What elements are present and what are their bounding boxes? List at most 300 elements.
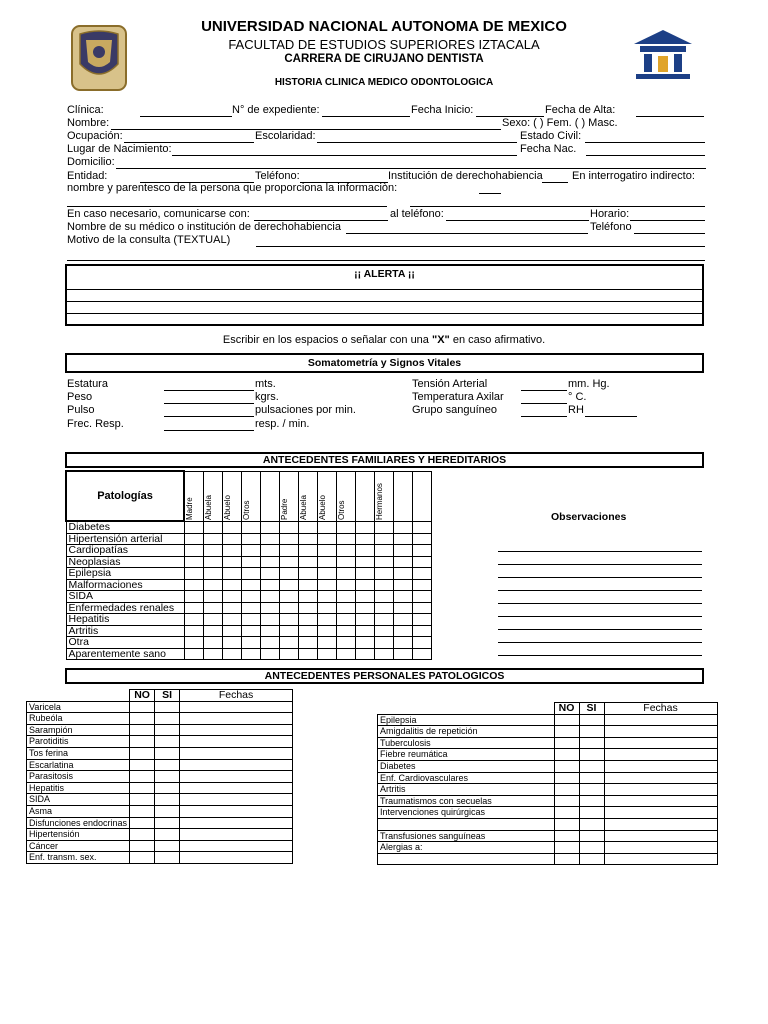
familiares-check-cell[interactable] (337, 568, 356, 580)
familiares-check-cell[interactable] (413, 625, 432, 637)
familiares-check-cell[interactable] (242, 637, 261, 649)
fechas-cell[interactable] (604, 726, 717, 738)
fechas-cell[interactable] (180, 840, 293, 852)
familiares-check-cell[interactable] (223, 614, 242, 626)
fechas-cell[interactable] (180, 817, 293, 829)
clinica-field[interactable] (140, 116, 232, 117)
si-check-cell[interactable] (155, 701, 180, 713)
familiares-check-cell[interactable] (280, 533, 299, 545)
familiares-check-cell[interactable] (337, 648, 356, 660)
fechas-cell[interactable] (180, 759, 293, 771)
familiares-check-cell[interactable] (261, 533, 280, 545)
familiares-check-cell[interactable] (356, 625, 375, 637)
no-check-cell[interactable] (554, 737, 579, 749)
familiares-check-cell[interactable] (318, 648, 337, 660)
familiares-check-cell[interactable] (318, 602, 337, 614)
familiares-check-cell[interactable] (299, 556, 318, 568)
familiares-check-cell[interactable] (356, 648, 375, 660)
familiares-check-cell[interactable] (184, 614, 204, 626)
familiares-check-cell[interactable] (394, 625, 413, 637)
estado-civil-label: Estado Civil: (520, 130, 582, 142)
familiares-check-cell[interactable] (261, 648, 280, 660)
familiares-check-cell[interactable] (356, 614, 375, 626)
telefono2-field[interactable] (634, 233, 705, 234)
familiares-check-cell[interactable] (318, 521, 337, 533)
expediente-field[interactable] (322, 116, 410, 117)
familiares-check-cell[interactable] (223, 533, 242, 545)
familiares-check-cell[interactable] (318, 568, 337, 580)
familiares-check-cell[interactable] (280, 591, 299, 603)
observaciones-line[interactable] (498, 616, 702, 617)
familiares-check-cell[interactable] (337, 579, 356, 591)
familiares-check-cell[interactable] (223, 637, 242, 649)
familiares-check-cell[interactable] (299, 625, 318, 637)
familiares-check-cell[interactable] (204, 556, 223, 568)
familiares-check-cell[interactable] (318, 533, 337, 545)
familiares-check-cell[interactable] (204, 648, 223, 660)
estatura-label: Estatura (67, 378, 108, 390)
si-check-cell[interactable] (155, 736, 180, 748)
personales-row-label: Diabetes (378, 760, 555, 772)
familiares-check-cell[interactable] (184, 568, 204, 580)
fechas-cell[interactable] (604, 830, 717, 842)
familiares-check-cell[interactable] (375, 648, 394, 660)
familiares-check-cell[interactable] (204, 568, 223, 580)
alerta-box (65, 264, 704, 326)
si-check-cell[interactable] (579, 853, 604, 865)
personales-row-label: Escarlatina (27, 759, 130, 771)
peso-field[interactable] (164, 403, 254, 404)
familiares-check-cell[interactable] (184, 625, 204, 637)
familiares-check-cell[interactable] (299, 533, 318, 545)
no-check-cell[interactable] (554, 784, 579, 796)
observaciones-line[interactable] (498, 551, 702, 552)
no-check-cell[interactable] (554, 714, 579, 726)
familiares-check-cell[interactable] (413, 545, 432, 557)
familiares-check-cell[interactable] (223, 568, 242, 580)
familiares-check-cell[interactable] (261, 579, 280, 591)
familiares-check-cell[interactable] (299, 521, 318, 533)
familiares-check-cell[interactable] (261, 545, 280, 557)
fecha-nac-field[interactable] (586, 155, 705, 156)
personales-row (378, 749, 718, 761)
familiares-check-cell[interactable] (413, 521, 432, 533)
familiares-check-cell[interactable] (318, 545, 337, 557)
alerta-line-3[interactable] (67, 313, 702, 314)
si-check-cell[interactable] (579, 749, 604, 761)
no-check-cell[interactable] (130, 782, 155, 794)
familiares-check-cell[interactable] (394, 545, 413, 557)
familiares-check-cell[interactable] (337, 625, 356, 637)
familiares-check-cell[interactable] (242, 533, 261, 545)
observaciones-line[interactable] (498, 642, 702, 643)
familiares-check-cell[interactable] (280, 521, 299, 533)
fecha-alta-field[interactable] (636, 116, 704, 117)
fechas-cell[interactable] (180, 724, 293, 736)
familiares-check-cell[interactable] (356, 521, 375, 533)
familiares-check-cell[interactable] (242, 625, 261, 637)
familiares-check-cell[interactable] (413, 568, 432, 580)
familiares-check-cell[interactable] (299, 545, 318, 557)
familiares-check-cell[interactable] (318, 614, 337, 626)
no-check-cell[interactable] (554, 795, 579, 807)
familiares-check-cell[interactable] (318, 625, 337, 637)
familiares-check-cell[interactable] (337, 591, 356, 603)
no-check-cell[interactable] (130, 805, 155, 817)
familiares-check-cell[interactable] (413, 533, 432, 545)
fechas-cell[interactable] (180, 747, 293, 759)
familiares-check-cell[interactable] (223, 602, 242, 614)
familiares-check-cell[interactable] (299, 637, 318, 649)
fechas-cell[interactable] (604, 818, 717, 830)
personales-row (378, 842, 718, 854)
familiares-check-cell[interactable] (280, 568, 299, 580)
familiares-check-cell[interactable] (280, 556, 299, 568)
no-check-cell[interactable] (130, 747, 155, 759)
si-check-cell[interactable] (155, 794, 180, 806)
familiares-check-cell[interactable] (280, 637, 299, 649)
familiares-check-cell[interactable] (375, 545, 394, 557)
familiares-check-cell[interactable] (223, 591, 242, 603)
no-check-cell[interactable] (554, 760, 579, 772)
estatura-field[interactable] (164, 390, 254, 391)
familiares-check-cell[interactable] (318, 579, 337, 591)
si-check-cell[interactable] (579, 784, 604, 796)
familiares-check-cell[interactable] (375, 614, 394, 626)
si-check-cell[interactable] (579, 772, 604, 784)
familiares-check-cell[interactable] (242, 614, 261, 626)
familiares-check-cell[interactable] (356, 556, 375, 568)
si-check-cell[interactable] (155, 747, 180, 759)
fechas-cell[interactable] (180, 701, 293, 713)
familiares-check-cell[interactable] (394, 614, 413, 626)
no-check-cell[interactable] (554, 842, 579, 854)
familiares-check-cell[interactable] (204, 579, 223, 591)
familiares-check-cell[interactable] (223, 625, 242, 637)
no-check-cell[interactable] (130, 759, 155, 771)
no-check-cell[interactable] (554, 749, 579, 761)
si-check-cell[interactable] (155, 805, 180, 817)
familiares-check-cell[interactable] (299, 591, 318, 603)
familiares-check-cell[interactable] (375, 533, 394, 545)
familiares-check-cell[interactable] (204, 533, 223, 545)
no-check-cell[interactable] (130, 736, 155, 748)
familiares-check-cell[interactable] (318, 637, 337, 649)
fechas-cell[interactable] (604, 853, 717, 865)
personales-row-label: SIDA (27, 794, 130, 806)
familiares-check-cell[interactable] (394, 533, 413, 545)
familiares-check-cell[interactable] (242, 568, 261, 580)
familiares-check-cell[interactable] (280, 625, 299, 637)
si-check-cell[interactable] (155, 829, 180, 841)
familiares-check-cell[interactable] (204, 614, 223, 626)
no-header: NO (554, 703, 579, 715)
familiares-check-cell[interactable] (299, 602, 318, 614)
temp-field[interactable] (521, 403, 567, 404)
fechas-cell[interactable] (604, 760, 717, 772)
lugar-nac-field[interactable] (172, 155, 517, 156)
familiares-check-cell[interactable] (375, 591, 394, 603)
familiares-check-cell[interactable] (394, 648, 413, 660)
familiares-check-cell[interactable] (184, 602, 204, 614)
familiares-check-cell[interactable] (204, 637, 223, 649)
estado-civil-field[interactable] (585, 142, 705, 143)
domicilio-field[interactable] (116, 168, 706, 169)
familiares-check-cell[interactable] (413, 591, 432, 603)
familiares-check-cell[interactable] (223, 556, 242, 568)
familiares-check-cell[interactable] (394, 521, 413, 533)
fechas-cell[interactable] (180, 852, 293, 864)
no-check-cell[interactable] (130, 771, 155, 783)
telefono2-label: Teléfono (590, 221, 632, 233)
si-check-cell[interactable] (155, 817, 180, 829)
familiares-row (66, 556, 432, 568)
familiares-check-cell[interactable] (261, 625, 280, 637)
familiares-check-cell[interactable] (299, 579, 318, 591)
si-check-cell[interactable] (579, 818, 604, 830)
familiares-check-cell[interactable] (337, 614, 356, 626)
familiares-check-cell[interactable] (299, 648, 318, 660)
fechas-cell[interactable] (604, 737, 717, 749)
familiares-check-cell[interactable] (223, 579, 242, 591)
temp-label: Temperatura Axilar (412, 391, 504, 403)
familiares-check-cell[interactable] (280, 614, 299, 626)
escolaridad-field[interactable] (317, 142, 517, 143)
familiares-row (66, 614, 432, 626)
familiares-check-cell[interactable] (184, 533, 204, 545)
parentesco-label: nombre y parentesco de la persona que proporciona la informaciòn: (67, 182, 398, 194)
fechas-cell[interactable] (604, 807, 717, 819)
familiares-check-cell[interactable] (375, 637, 394, 649)
familiares-check-cell[interactable] (337, 556, 356, 568)
observaciones-line[interactable] (498, 564, 702, 565)
fechas-cell[interactable] (180, 782, 293, 794)
familiares-check-cell[interactable] (242, 545, 261, 557)
fechas-cell[interactable] (180, 794, 293, 806)
familiares-check-cell[interactable] (394, 579, 413, 591)
parentesco-field[interactable] (479, 193, 501, 194)
no-check-cell[interactable] (554, 726, 579, 738)
familiares-check-cell[interactable] (261, 602, 280, 614)
familiares-check-cell[interactable] (375, 602, 394, 614)
familiares-check-cell[interactable] (223, 648, 242, 660)
personales-row (27, 805, 293, 817)
familiares-check-cell[interactable] (413, 614, 432, 626)
si-check-cell[interactable] (579, 714, 604, 726)
fechas-header: Fechas (180, 690, 293, 702)
familiares-check-cell[interactable] (413, 602, 432, 614)
familiares-check-cell[interactable] (242, 591, 261, 603)
no-check-cell[interactable] (130, 701, 155, 713)
personales-row-label (378, 818, 555, 830)
familiares-check-cell[interactable] (184, 591, 204, 603)
motivo-line-2[interactable] (67, 260, 705, 261)
no-check-cell[interactable] (130, 794, 155, 806)
familiares-check-cell[interactable] (204, 545, 223, 557)
familiares-check-cell[interactable] (242, 556, 261, 568)
si-check-cell[interactable] (579, 760, 604, 772)
fechas-cell[interactable] (180, 713, 293, 725)
familiares-check-cell[interactable] (184, 545, 204, 557)
familiares-check-cell[interactable] (261, 637, 280, 649)
no-check-cell[interactable] (130, 713, 155, 725)
familiares-check-cell[interactable] (337, 545, 356, 557)
familiares-check-cell[interactable] (184, 556, 204, 568)
si-check-cell[interactable] (155, 782, 180, 794)
fechas-cell[interactable] (180, 805, 293, 817)
familiares-check-cell[interactable] (261, 591, 280, 603)
fechas-header: Fechas (604, 703, 717, 715)
fechas-cell[interactable] (604, 795, 717, 807)
alerta-line-2[interactable] (67, 301, 702, 302)
familiares-check-cell[interactable] (394, 591, 413, 603)
familiares-check-cell[interactable] (223, 545, 242, 557)
familiares-check-cell[interactable] (337, 637, 356, 649)
no-check-cell[interactable] (130, 724, 155, 736)
familiares-check-cell[interactable] (204, 625, 223, 637)
familiares-check-cell[interactable] (280, 648, 299, 660)
grupo-field[interactable] (521, 416, 567, 417)
observaciones-label: Observaciones (551, 511, 627, 523)
familiares-check-cell[interactable] (394, 602, 413, 614)
familiares-check-cell[interactable] (394, 556, 413, 568)
familiares-check-cell[interactable] (204, 591, 223, 603)
fechas-cell[interactable] (180, 829, 293, 841)
parentesco-line-2[interactable] (67, 206, 387, 207)
parentesco-line-3[interactable] (410, 206, 705, 207)
familiares-check-cell[interactable] (184, 521, 204, 533)
observaciones-line[interactable] (498, 590, 702, 591)
familiares-col-header (204, 471, 223, 521)
familiares-check-cell[interactable] (413, 637, 432, 649)
no-check-cell[interactable] (130, 840, 155, 852)
familiares-check-cell[interactable] (280, 602, 299, 614)
si-check-cell[interactable] (155, 852, 180, 864)
familiares-check-cell[interactable] (356, 545, 375, 557)
familiares-check-cell[interactable] (356, 591, 375, 603)
fechas-cell[interactable] (604, 842, 717, 854)
si-check-cell[interactable] (579, 737, 604, 749)
familiares-check-cell[interactable] (356, 533, 375, 545)
si-check-cell[interactable] (579, 795, 604, 807)
fechas-cell[interactable] (180, 736, 293, 748)
familiares-check-cell[interactable] (356, 579, 375, 591)
familiares-check-cell[interactable] (375, 568, 394, 580)
familiares-check-cell[interactable] (413, 648, 432, 660)
familiares-check-cell[interactable] (184, 579, 204, 591)
no-check-cell[interactable] (554, 853, 579, 865)
familiares-check-cell[interactable] (184, 648, 204, 660)
familiares-check-cell[interactable] (261, 521, 280, 533)
observaciones-line[interactable] (498, 655, 702, 656)
familiares-check-cell[interactable] (337, 602, 356, 614)
rh-field[interactable] (585, 416, 637, 417)
familiares-check-cell[interactable] (242, 648, 261, 660)
observaciones-line[interactable] (498, 603, 702, 604)
familiares-check-cell[interactable] (299, 568, 318, 580)
si-check-cell[interactable] (155, 771, 180, 783)
familiares-check-cell[interactable] (375, 625, 394, 637)
si-check-cell[interactable] (155, 840, 180, 852)
familiares-check-cell[interactable] (223, 521, 242, 533)
familiares-box (65, 452, 704, 468)
familiares-check-cell[interactable] (413, 556, 432, 568)
familiares-check-cell[interactable] (394, 637, 413, 649)
pulso-field[interactable] (164, 416, 254, 417)
si-check-cell[interactable] (155, 759, 180, 771)
medico-field[interactable] (346, 233, 588, 234)
familiares-check-cell[interactable] (375, 579, 394, 591)
familiares-check-cell[interactable] (318, 556, 337, 568)
familiares-check-cell[interactable] (242, 579, 261, 591)
horario-label: Horario: (590, 208, 630, 220)
familiares-row (66, 637, 432, 649)
familiares-check-cell[interactable] (242, 521, 261, 533)
no-check-cell[interactable] (554, 807, 579, 819)
fechas-cell[interactable] (604, 714, 717, 726)
institucion-field[interactable] (542, 182, 568, 183)
no-check-cell[interactable] (554, 818, 579, 830)
familiares-check-cell[interactable] (356, 568, 375, 580)
familiares-check-cell[interactable] (261, 556, 280, 568)
al-telefono-field[interactable] (446, 220, 589, 221)
personales-row (378, 818, 718, 830)
no-check-cell[interactable] (554, 772, 579, 784)
familiares-check-cell[interactable] (413, 579, 432, 591)
frec-field[interactable] (164, 430, 254, 431)
familiares-check-cell[interactable] (318, 591, 337, 603)
no-check-cell[interactable] (130, 817, 155, 829)
familiares-check-cell[interactable] (375, 521, 394, 533)
fechas-cell[interactable] (604, 772, 717, 784)
familiares-check-cell[interactable] (280, 579, 299, 591)
fechas-cell[interactable] (604, 784, 717, 796)
no-check-cell[interactable] (554, 830, 579, 842)
si-check-cell[interactable] (579, 830, 604, 842)
familiares-check-cell[interactable] (356, 637, 375, 649)
familiares-check-cell[interactable] (184, 637, 204, 649)
si-check-cell[interactable] (579, 842, 604, 854)
familiares-check-cell[interactable] (337, 521, 356, 533)
familiares-check-cell[interactable] (337, 533, 356, 545)
fechas-cell[interactable] (180, 771, 293, 783)
familiares-check-cell[interactable] (242, 602, 261, 614)
si-check-cell[interactable] (579, 807, 604, 819)
familiares-check-cell[interactable] (261, 614, 280, 626)
fechas-cell[interactable] (604, 749, 717, 761)
si-check-cell[interactable] (579, 726, 604, 738)
observaciones-line[interactable] (498, 577, 702, 578)
horario-field[interactable] (630, 220, 705, 221)
familiares-check-cell[interactable] (204, 521, 223, 533)
si-check-cell[interactable] (155, 713, 180, 725)
familiares-check-cell[interactable] (394, 568, 413, 580)
alerta-line-1[interactable] (67, 289, 702, 290)
si-check-cell[interactable] (155, 724, 180, 736)
familiares-check-cell[interactable] (204, 602, 223, 614)
familiares-row-label: Enfermedades renales (66, 602, 184, 614)
familiares-check-cell[interactable] (375, 556, 394, 568)
no-check-cell[interactable] (130, 852, 155, 864)
familiares-check-cell[interactable] (356, 602, 375, 614)
familiares-check-cell[interactable] (261, 568, 280, 580)
familiares-check-cell[interactable] (280, 545, 299, 557)
no-check-cell[interactable] (130, 829, 155, 841)
familiares-check-cell[interactable] (299, 614, 318, 626)
observaciones-line[interactable] (498, 629, 702, 630)
tension-field[interactable] (521, 390, 567, 391)
motivo-field[interactable] (256, 246, 705, 247)
